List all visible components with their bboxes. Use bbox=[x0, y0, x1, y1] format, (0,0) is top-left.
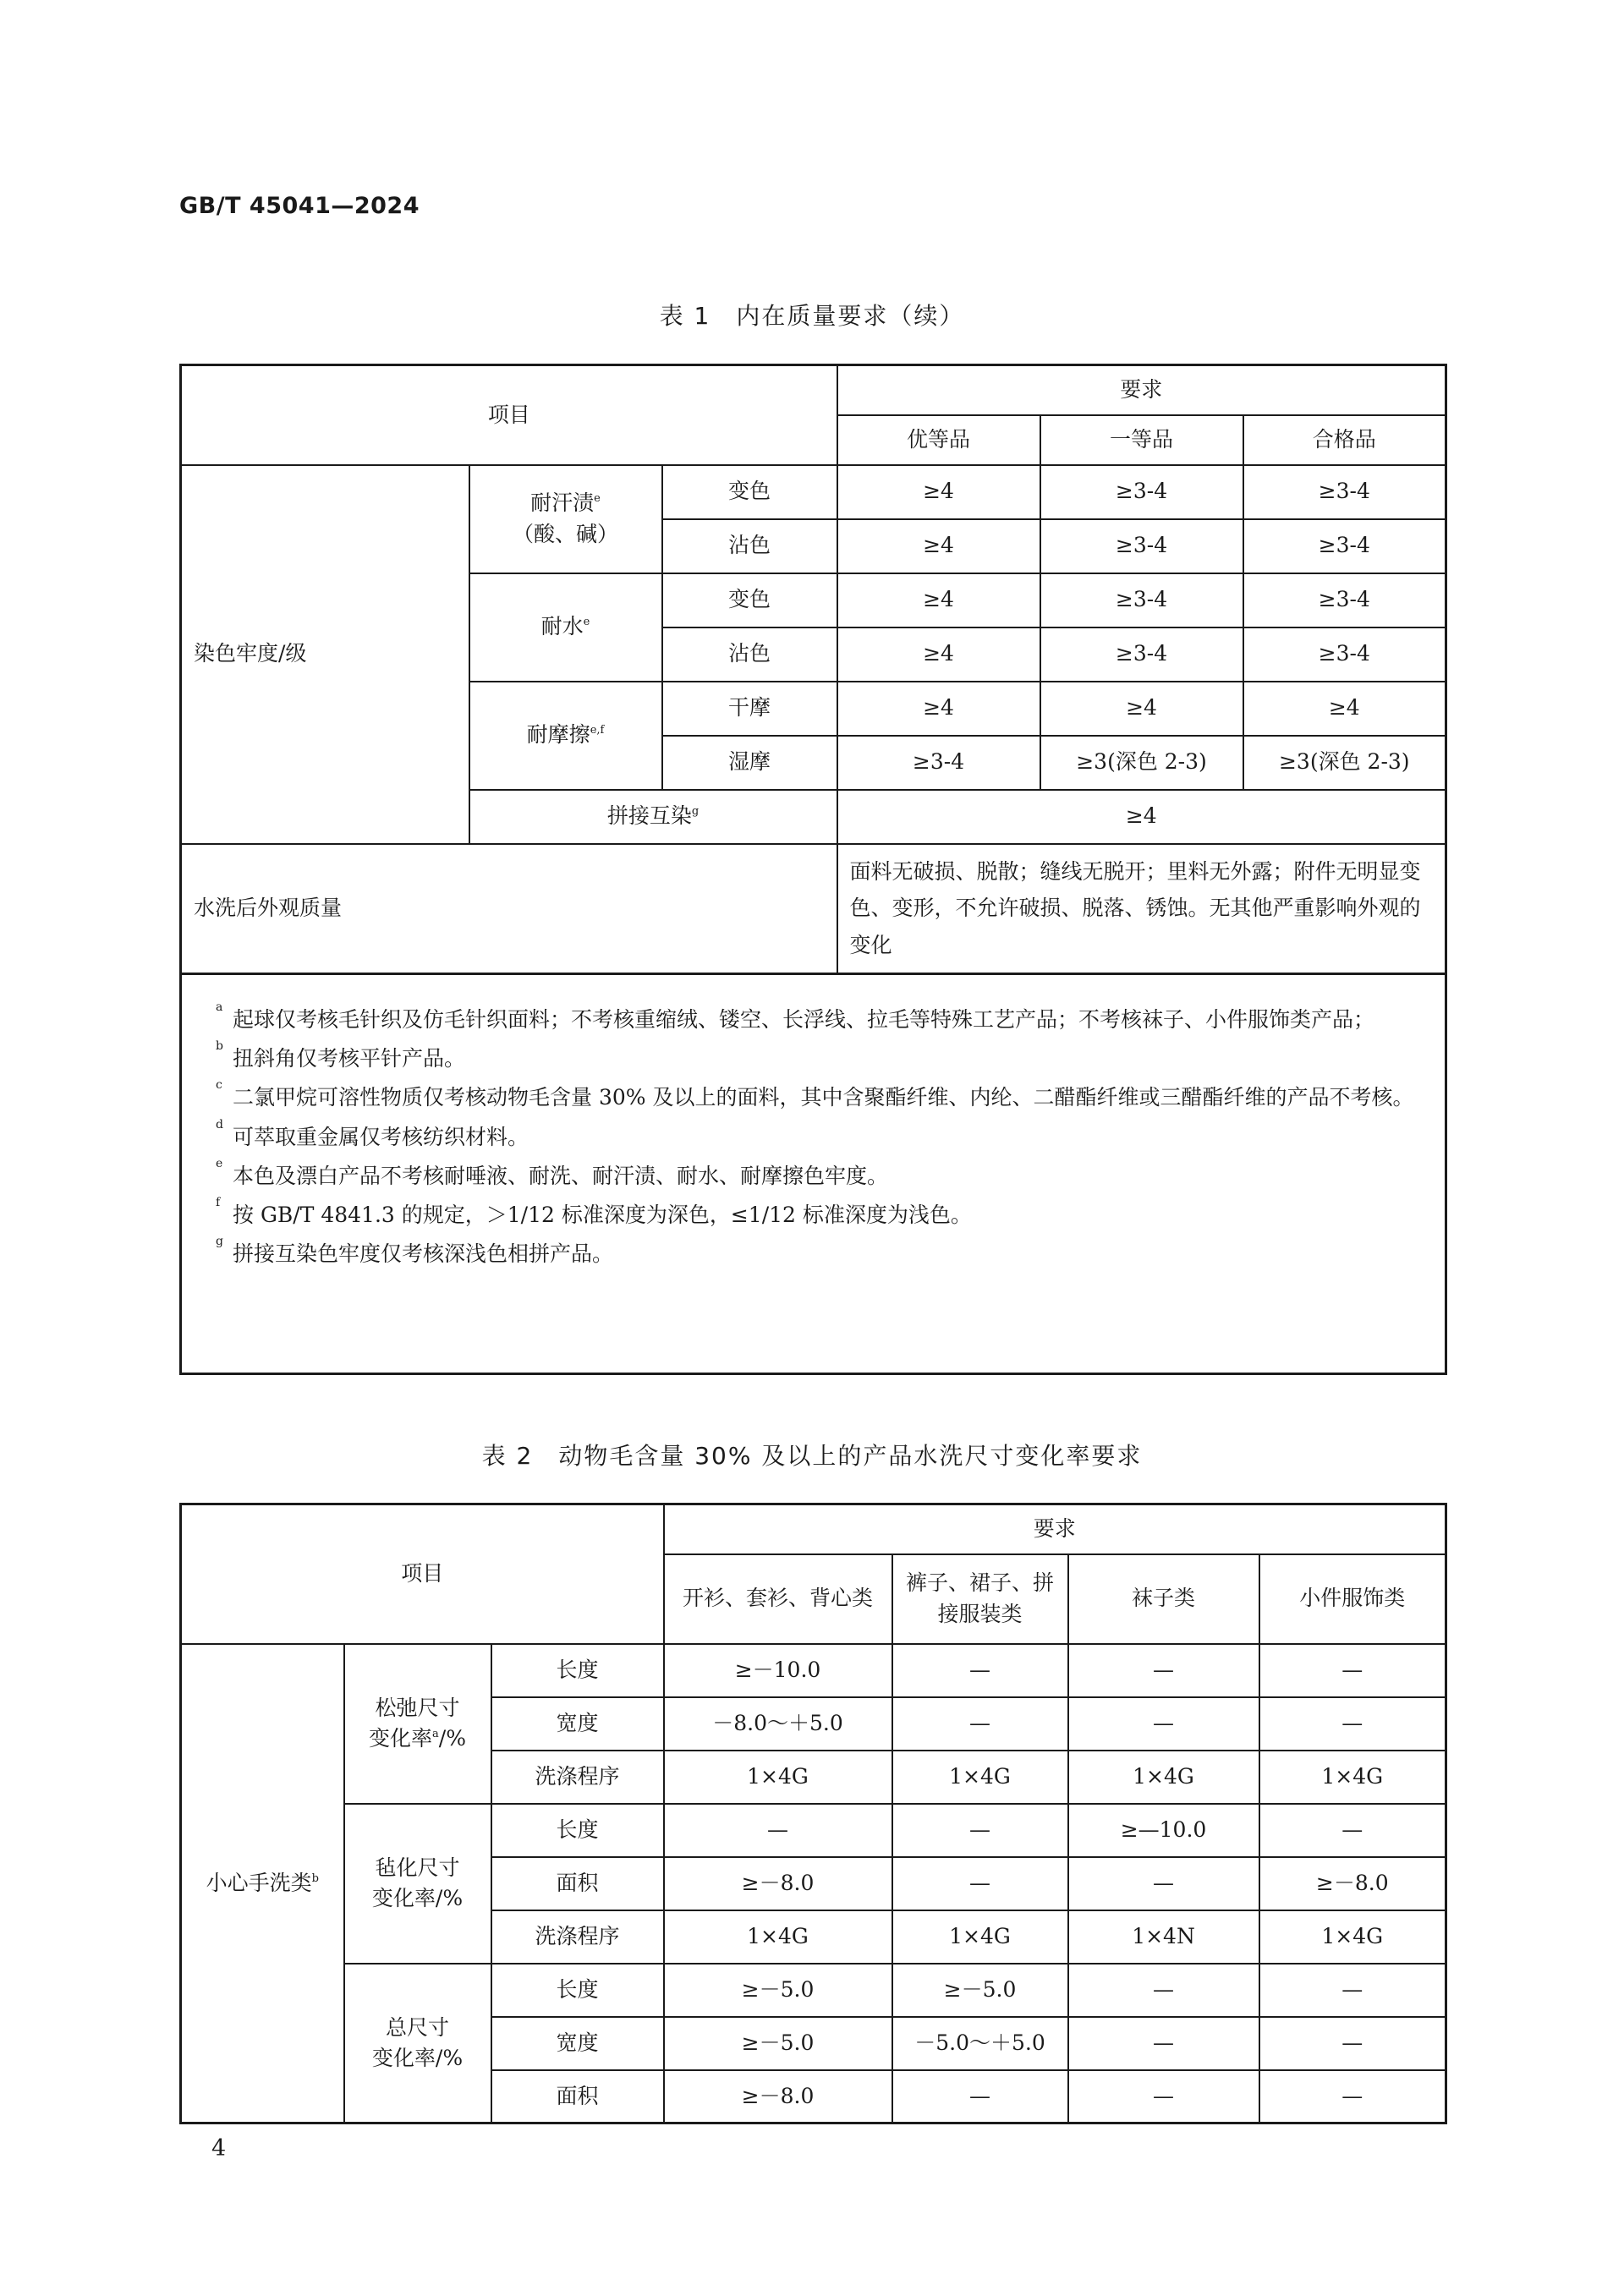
note: e 本色及漂白产品不考核耐唾液、耐洗、耐汗渍、耐水、耐摩擦色牢度。 bbox=[216, 1156, 889, 1188]
value-cell: — bbox=[892, 1857, 1068, 1910]
sub-item: 变色 bbox=[662, 573, 837, 627]
value-cell: 1×4G bbox=[892, 1751, 1068, 1804]
value-cell: ≥4 bbox=[837, 682, 1040, 736]
value-cell: 1×4G bbox=[664, 1751, 892, 1804]
item-header: 项目 bbox=[181, 365, 837, 465]
note: g 拼接互染色牢度仅考核深浅色相拼产品。 bbox=[216, 1235, 614, 1267]
sub-item: 面积 bbox=[491, 1857, 664, 1910]
sub-item: 宽度 bbox=[491, 2017, 664, 2070]
sub-item: 长度 bbox=[491, 1644, 664, 1697]
value-cell: ≥3-4 bbox=[1243, 465, 1446, 519]
value-cell: ≥－10.0 bbox=[664, 1644, 892, 1697]
splice-label: 拼接互染$^g$ bbox=[469, 790, 837, 844]
block-label: 毡化尺寸 变化率/% bbox=[344, 1804, 491, 1964]
table1-caption: 表 1 内在质量要求（续） bbox=[659, 302, 965, 330]
note: d 可萃取重金属仅考核纺织材料。 bbox=[216, 1117, 529, 1149]
group-label: 小心手洗类$^b$ bbox=[181, 1644, 344, 2123]
value-cell: ≥4 bbox=[1243, 682, 1446, 736]
value-cell: ≥－5.0 bbox=[664, 2017, 892, 2070]
value-cell: ≥4 bbox=[837, 465, 1040, 519]
value-cell: — bbox=[1068, 1964, 1259, 2017]
category-header: 袜子类 bbox=[1068, 1554, 1259, 1644]
value-cell: ≥4 bbox=[1040, 682, 1243, 736]
note: c 二氯甲烷可溶性物质仅考核动物毛含量 30% 及以上的面料，其中含聚酯纤维、内纶、二醋酯纤维或三醋酯纤维的产品不考核。 bbox=[216, 1078, 1414, 1110]
value-cell: ≥3-4 bbox=[1243, 573, 1446, 627]
value-cell: — bbox=[1259, 2017, 1446, 2070]
value-cell: ≥3-4 bbox=[1040, 519, 1243, 573]
value-cell: 1×4G bbox=[892, 1910, 1068, 1964]
sub-item: 长度 bbox=[491, 1964, 664, 2017]
sub-item: 干摩 bbox=[662, 682, 837, 736]
note: a 起球仅考核毛针织及仿毛针织面料；不考核重缩绒、镂空、长浮线、拉毛等特殊工艺产品；不考核袜子、小件服饰类产品； bbox=[216, 1000, 1375, 1032]
category-header: 裤子、裙子、拼接服装类 bbox=[892, 1554, 1068, 1644]
value-cell: ≥－8.0 bbox=[664, 2070, 892, 2123]
block-label: 松弛尺寸 变化率$^a$/% bbox=[344, 1644, 491, 1804]
value-cell: ≥4 bbox=[837, 519, 1040, 573]
value-cell: ≥3-4 bbox=[1243, 519, 1446, 573]
value-cell: ≥3-4 bbox=[1040, 627, 1243, 682]
value-cell: ≥4 bbox=[837, 573, 1040, 627]
value-cell: — bbox=[1068, 1697, 1259, 1751]
colorfastness-label: 染色牢度/级 bbox=[181, 465, 469, 844]
sub-item: 面积 bbox=[491, 2070, 664, 2123]
value-cell: ≥3-4 bbox=[1040, 573, 1243, 627]
sub-item: 沾色 bbox=[662, 627, 837, 682]
table1 bbox=[179, 364, 1447, 1375]
sub-item: 沾色 bbox=[662, 519, 837, 573]
sub-item: 洗涤程序 bbox=[491, 1910, 664, 1964]
appearance-value: 面料无破损、脱散；缝线无脱开；里料无外露；附件无明显变色、变形，不允许破损、脱落、锈蚀。无其他严重影响外观的变化 bbox=[837, 844, 1446, 974]
perspiration-label: 耐汗渍$^e$ （酸、碱） bbox=[469, 465, 662, 573]
grade-header: 优等品 bbox=[837, 415, 1040, 465]
grade-header: 一等品 bbox=[1040, 415, 1243, 465]
value-cell: ≥3-4 bbox=[837, 736, 1040, 790]
value-cell: 1×4G bbox=[1068, 1751, 1259, 1804]
value-cell: ≥—10.0 bbox=[1068, 1804, 1259, 1857]
value-cell: ≥3(深色 2-3) bbox=[1040, 736, 1243, 790]
value-cell: — bbox=[664, 1804, 892, 1857]
sub-item: 洗涤程序 bbox=[491, 1751, 664, 1804]
value-cell: ≥3-4 bbox=[1040, 465, 1243, 519]
value-cell: 1×4G bbox=[1259, 1751, 1446, 1804]
value-cell: ≥－5.0 bbox=[664, 1964, 892, 2017]
sub-item: 变色 bbox=[662, 465, 837, 519]
standard-code: GB/T 45041—2024 bbox=[179, 193, 420, 219]
category-header: 小件服饰类 bbox=[1259, 1554, 1446, 1644]
value-cell: — bbox=[1068, 1857, 1259, 1910]
item-header: 项目 bbox=[181, 1504, 664, 1644]
value-cell: — bbox=[892, 2070, 1068, 2123]
table1-notes bbox=[181, 973, 1446, 1373]
value-cell: ≥3-4 bbox=[1243, 627, 1446, 682]
requirement-header: 要求 bbox=[837, 365, 1446, 415]
value-cell: — bbox=[1259, 1804, 1446, 1857]
table2 bbox=[179, 1503, 1447, 2124]
value-cell: －5.0～＋5.0 bbox=[892, 2017, 1068, 2070]
note: b 扭斜角仅考核平针产品。 bbox=[216, 1039, 466, 1071]
value-cell: ≥4 bbox=[837, 627, 1040, 682]
value-cell: ≥－5.0 bbox=[892, 1964, 1068, 2017]
rubbing-label: 耐摩擦$^{e,f}$ bbox=[469, 682, 662, 790]
note: f 按 GB/T 4841.3 的规定，＞1/12 标准深度为深色，≤1/12 标准深度为浅色。 bbox=[216, 1196, 972, 1227]
value-cell: －8.0～＋5.0 bbox=[664, 1697, 892, 1751]
value-cell: — bbox=[1068, 1644, 1259, 1697]
page-number: 4 bbox=[211, 2135, 227, 2162]
value-cell: ≥3(深色 2-3) bbox=[1243, 736, 1446, 790]
grade-header: 合格品 bbox=[1243, 415, 1446, 465]
value-cell: — bbox=[1259, 1964, 1446, 2017]
value-cell: — bbox=[892, 1804, 1068, 1857]
value-cell: — bbox=[1259, 1644, 1446, 1697]
value-cell: — bbox=[1068, 2017, 1259, 2070]
sub-item: 宽度 bbox=[491, 1697, 664, 1751]
value-cell: ≥－8.0 bbox=[664, 1857, 892, 1910]
value-cell: 1×4G bbox=[664, 1910, 892, 1964]
value-cell: ≥－8.0 bbox=[1259, 1857, 1446, 1910]
category-header: 开衫、套衫、背心类 bbox=[664, 1554, 892, 1644]
block-label: 总尺寸 变化率/% bbox=[344, 1964, 491, 2123]
value-cell: — bbox=[1259, 2070, 1446, 2123]
value-cell: — bbox=[892, 1644, 1068, 1697]
sub-item: 长度 bbox=[491, 1804, 664, 1857]
value-cell: 1×4N bbox=[1068, 1910, 1259, 1964]
sub-item: 湿摩 bbox=[662, 736, 837, 790]
appearance-label: 水洗后外观质量 bbox=[181, 844, 837, 974]
table2-caption: 表 2 动物毛含量 30% 及以上的产品水洗尺寸变化率要求 bbox=[481, 1442, 1143, 1470]
value-cell: — bbox=[892, 1697, 1068, 1751]
value-cell: 1×4G bbox=[1259, 1910, 1446, 1964]
requirement-header: 要求 bbox=[664, 1504, 1446, 1554]
splice-value: ≥4 bbox=[837, 790, 1446, 844]
water-label: 耐水$^e$ bbox=[469, 573, 662, 682]
value-cell: — bbox=[1259, 1697, 1446, 1751]
value-cell: — bbox=[1068, 2070, 1259, 2123]
